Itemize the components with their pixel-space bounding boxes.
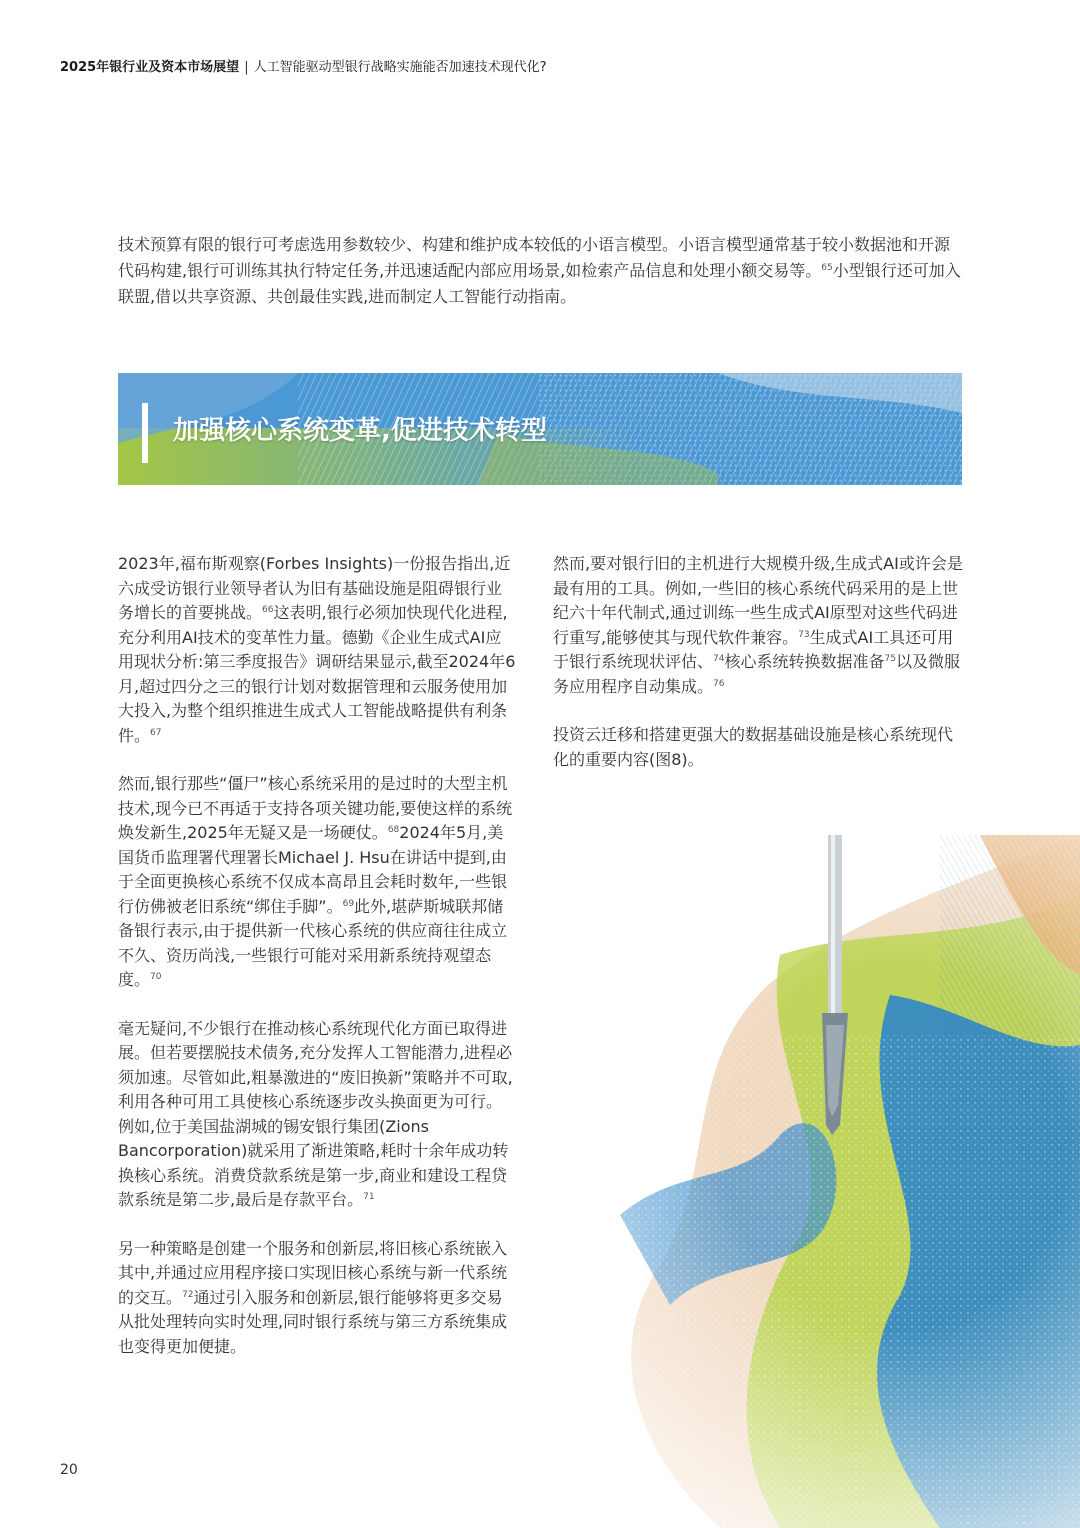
body-text: 投资云迁移和搭建更强大的数据基础设施是核心系统现代化的重要内容(图8)。 bbox=[553, 725, 954, 769]
body-text: 另一种策略是创建一个服务和创新层,将旧核心系统嵌入其中,并通过应用程序接口实现旧核心系统与新一代系统的交互。 bbox=[118, 1238, 508, 1307]
footnote-ref[interactable]: 76 bbox=[713, 678, 725, 689]
decorative-artwork bbox=[420, 835, 1080, 1528]
body-text: 以及微服务应用程序自动集成。 bbox=[553, 652, 960, 696]
intro-text: 小型银行还可加入联盟,借以共享资源、共创最佳实践,进而制定人工智能行动指南。 bbox=[118, 261, 961, 306]
body-paragraph bbox=[553, 723, 963, 772]
intro-text: 技术预算有限的银行可考虑选用参数较少、构建和维护成本较低的小语言模型。小语言模型通常基于较小数据池和开源代码构建,银行可训练其执行特定任务,并迅速适配内部应用场景,如检索产品信息和处理小额交易等。 bbox=[118, 235, 951, 280]
body-text: 然而,要对银行旧的主机进行大规模升级,生成式AI或许会是最有用的工具。例如,一些旧的核心系统代码采用的是上世纪六十年代制式,通过训练一些生成式AI原型对这些代码进行重写,能够使其与现代软件兼容。 bbox=[553, 554, 963, 647]
body-text: 毫无疑问,不少银行在推动核心系统现代化方面已取得进展。但若要摆脱技术债务,充分发挥人工智能潜力,进程必须加速。尽管如此,粗暴激进的“废旧换新”策略并不可取,利用各种可用工具使核心系统逐步改头换面更为可行。例如,位于美国盐湖城的锡安银行集团(Zions Bancorporation)就采用了渐进策略,耗时十余年成功转换核心系统。消费贷款系统是第一步,商业和建设工程贷款系统是第二步,最后是存款平台。 bbox=[118, 1018, 513, 1209]
footnote-ref[interactable]: 71 bbox=[363, 1192, 375, 1202]
section-banner bbox=[118, 373, 962, 485]
report-title: 2025年银行业及资本市场展望 bbox=[60, 60, 240, 75]
banner-accent-bar bbox=[142, 403, 148, 463]
footnote-ref[interactable]: 67 bbox=[150, 727, 162, 738]
footnote-ref[interactable]: 72 bbox=[182, 1289, 194, 1300]
footnote-ref[interactable]: 75 bbox=[884, 654, 896, 664]
body-paragraph bbox=[118, 552, 516, 748]
body-text: 通过引入服务和创新层,银行能够将更多交易从批处理转向实时处理,同时银行系统与第三方系统集成也变得更加便捷。 bbox=[118, 1287, 508, 1356]
page-number: 20 bbox=[60, 1462, 78, 1478]
body-text: 生成式AI工具还可用于银行系统现状评估、 bbox=[553, 627, 954, 671]
footnote-ref[interactable]: 73 bbox=[798, 629, 810, 640]
body-text: 2024年5月,美国货币监理署代理署长Michael J. Hsu在讲话中提到,由于全面更换核心系统不仅成本高昂且会耗时数年,一些银行仿佛被老旧系统“绑住手脚”。 bbox=[118, 823, 508, 916]
footnote-ref[interactable]: 70 bbox=[150, 972, 162, 982]
footnote-ref[interactable]: 68 bbox=[387, 825, 400, 835]
body-text: 这表明,银行必须加快现代化进程,充分利用AI技术的变革性力量。德勤《企业生成式AI应用现状分析:第三季度报告》调研结果显示,截至2024年6月,超过四分之三的银行计划对数据管理和云服务使用加大投入,为整个组织推进生成式人工智能战略提供有利条件。 bbox=[118, 603, 516, 745]
body-text: 然而,银行那些“僵尸”核心系统采用的是过时的大型主机技术,现今已不再适于支持各项关键功能,要使这样的系统焕发新生,2025年无疑又是一场硬仗。 bbox=[118, 774, 513, 842]
section-heading: 加强核心系统变革,促进技术转型 bbox=[173, 416, 547, 446]
header-separator: | bbox=[244, 60, 249, 75]
footnote-ref[interactable]: 69 bbox=[342, 898, 355, 909]
artwork-paint bbox=[620, 835, 1080, 1528]
footnote-ref[interactable]: 65 bbox=[821, 263, 833, 273]
body-text: 此外,堪萨斯城联邦储备银行表示,由于提供新一代核心系统的供应商往往成立不久、资历尚浅,一些银行可能对采用新系统持观望态度。 bbox=[118, 896, 508, 989]
running-header bbox=[60, 58, 546, 78]
report-subtitle: 人工智能驱动型银行战略实施能否加速技术现代化? bbox=[253, 60, 547, 75]
footnote-ref[interactable]: 66 bbox=[262, 605, 274, 615]
body-text: 核心系统转换数据准备 bbox=[724, 652, 885, 671]
body-text: 2023年,福布斯观察(Forbes Insights)一份报告指出,近六成受访银行业领导者认为旧有基础设施是阻碍银行业务增长的首要挑战。 bbox=[118, 554, 511, 622]
intro-paragraph bbox=[118, 232, 963, 310]
right-column bbox=[553, 552, 963, 796]
footnote-ref[interactable]: 74 bbox=[713, 654, 725, 664]
body-paragraph bbox=[553, 552, 963, 699]
